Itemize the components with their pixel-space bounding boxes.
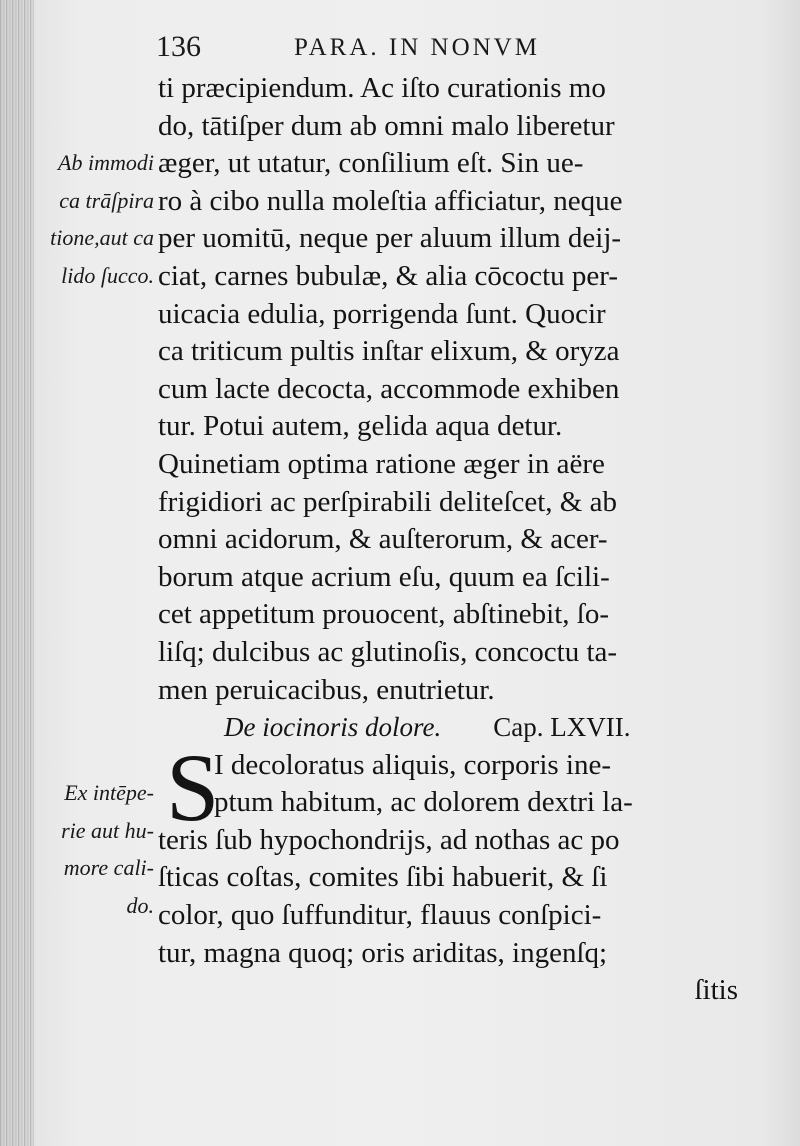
text-line: do, tātiſper dum ab omni malo liberetur xyxy=(158,109,615,142)
text-line: æger, ut utatur, conſilium eſt. Sin ue- xyxy=(158,147,584,180)
margin-note-line: do. xyxy=(126,892,154,918)
margin-note-line: more cali- xyxy=(63,855,154,881)
page-header xyxy=(152,30,772,70)
text-line: ti præcipiendum. Ac iſto curationis mo xyxy=(158,72,606,104)
text-line: per uomitū, neque per aluum illum deij- xyxy=(158,222,622,255)
text-line: tur, magna quoq; oris ariditas, ingenſq; xyxy=(158,936,608,969)
drop-cap-paragraph xyxy=(158,733,758,1010)
text-line: omni acidorum, & auſterorum, & acer- xyxy=(158,523,608,556)
text-line: ro à cibo nulla moleſtia afficiatur, neque xyxy=(158,184,623,217)
text-line: uicacia edulia, porrigenda ſunt. Quocir xyxy=(158,297,606,330)
body-text xyxy=(158,70,758,1010)
text-line: teris ſub hypochondrijs, ad nothas ac po xyxy=(158,823,620,856)
text-line: tur. Potui autem, gelida aqua detur. xyxy=(158,410,563,443)
text-line: I decoloratus aliquis, corporis ine- xyxy=(214,748,612,781)
running-head: PARA. IN NONVM xyxy=(294,34,540,61)
margin-note-2 xyxy=(34,774,154,924)
margin-note-line: Ab immodi xyxy=(58,150,154,175)
chapter-title: De iocinoris dolore. xyxy=(224,712,442,743)
catchword: ſitis xyxy=(694,974,738,1007)
text-line: cet appetitum prouocent, abſtinebit, ſo- xyxy=(158,598,609,631)
text-line: Quinetiam optima ratione æger in aëre xyxy=(158,447,605,480)
page-number: 136 xyxy=(156,30,201,63)
margin-note-line: Ex intēpe- xyxy=(64,780,154,805)
text-line: color, quo ſuffunditur, flauus conſpici- xyxy=(158,899,602,932)
chapter-heading xyxy=(158,709,758,747)
chapter-number: Cap. LXVII. xyxy=(493,712,631,743)
margin-note-line: rie aut hu- xyxy=(61,817,154,843)
text-line: men peruicacibus, enutrietur. xyxy=(158,673,495,706)
text-line: ciat, carnes bubulæ, & alia cōcoctu per- xyxy=(158,259,619,292)
margin-note-line: lido ſucco. xyxy=(61,262,154,288)
text-line: cum lacte decocta, accommode exhiben xyxy=(158,372,620,405)
text-line: ptum habitum, ac dolorem dextri la- xyxy=(214,786,633,819)
margin-note-1 xyxy=(34,144,154,294)
text-line: frigidiori ac perſpirabili deliteſcet, & ab xyxy=(158,485,617,518)
text-line: borum atque acrium eſu, quum ea ſcili- xyxy=(158,560,610,593)
margin-note-line: ca trāſpira xyxy=(59,187,154,213)
text-line: ſticas coſtas, comites ſibi habuerit, & ſi xyxy=(158,861,608,894)
text-line: ca triticum pultis inſtar elixum, & oryza xyxy=(158,335,620,368)
text-line: liſq; dulcibus ac glutinoſis, concoctu ta- xyxy=(158,635,618,668)
page-edge xyxy=(0,0,34,1146)
drop-cap: S xyxy=(166,733,220,841)
margin-note-line: tione,aut ca xyxy=(50,225,154,251)
